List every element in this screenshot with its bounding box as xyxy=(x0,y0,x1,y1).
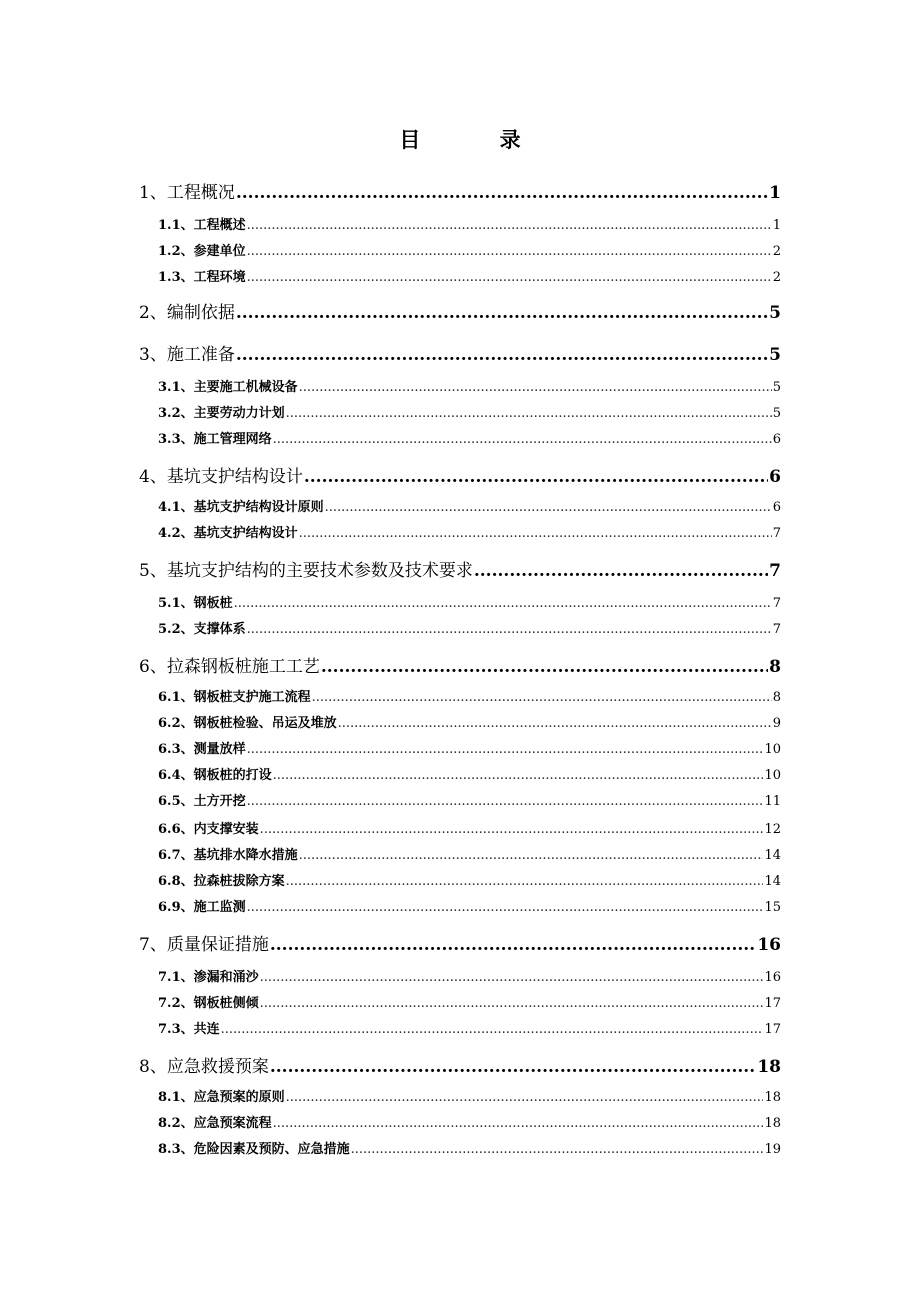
dot-leader xyxy=(270,1057,757,1077)
toc-entry-page-number: 14 xyxy=(764,848,781,863)
toc-entry-label: 8、应急救援预案 xyxy=(139,1057,269,1077)
dot-leader xyxy=(247,244,772,259)
dot-leader xyxy=(234,596,772,611)
dot-leader xyxy=(273,1116,764,1131)
toc-entry-label: 6、拉森钢板桩施工工艺 xyxy=(139,657,320,677)
dot-leader xyxy=(312,690,772,705)
toc-section-entry[interactable] xyxy=(158,818,781,837)
toc-section-entry[interactable] xyxy=(158,214,781,233)
toc-section-entry[interactable] xyxy=(158,844,781,863)
toc-section-entry[interactable] xyxy=(158,870,781,889)
toc-chapter-entry[interactable] xyxy=(139,556,781,581)
toc-section-entry[interactable] xyxy=(158,790,781,809)
toc-section-entry[interactable] xyxy=(158,266,781,285)
dot-leader xyxy=(236,303,768,323)
toc-entry-page-number: 10 xyxy=(764,742,781,757)
toc-section-entry[interactable] xyxy=(158,686,781,705)
toc-entry-label: 4.2、基坑支护结构设计 xyxy=(158,526,298,541)
toc-section-entry[interactable] xyxy=(158,738,781,757)
toc-entry-label: 6.2、钢板桩检验、吊运及堆放 xyxy=(158,716,337,731)
toc-section-entry[interactable] xyxy=(158,618,781,637)
toc-entry-page-number: 5 xyxy=(772,380,781,395)
toc-entry-page-number: 5 xyxy=(772,406,781,421)
toc-entry-label: 7.3、共连 xyxy=(158,1022,220,1037)
toc-entry-page-number: 8 xyxy=(769,657,781,677)
toc-chapter-entry[interactable] xyxy=(139,652,781,677)
toc-section-entry[interactable] xyxy=(158,1138,781,1157)
toc-entry-label: 5、基坑支护结构的主要技术参数及技术要求 xyxy=(139,561,473,581)
toc-entry-label: 3、施工准备 xyxy=(139,345,235,365)
toc-entry-page-number: 9 xyxy=(772,716,781,731)
toc-entry-label: 6.5、土方开挖 xyxy=(158,794,246,809)
toc-section-entry[interactable] xyxy=(158,376,781,395)
dot-leader xyxy=(299,848,764,863)
toc-entry-page-number: 18 xyxy=(764,1116,781,1131)
toc-entry-page-number: 18 xyxy=(764,1090,781,1105)
toc-section-entry[interactable] xyxy=(158,1086,781,1105)
toc-section-entry[interactable] xyxy=(158,402,781,421)
dot-leader xyxy=(338,716,772,731)
toc-entry-label: 4、基坑支护结构设计 xyxy=(139,467,303,487)
dot-leader xyxy=(321,657,768,677)
dot-leader xyxy=(236,345,768,365)
toc-section-entry[interactable] xyxy=(158,896,781,915)
toc-entry-label: 7、质量保证措施 xyxy=(139,935,269,955)
toc-entry-page-number: 7 xyxy=(772,596,781,611)
toc-chapter-entry[interactable] xyxy=(139,462,781,487)
dot-leader xyxy=(247,218,772,233)
toc-entry-label: 6.9、施工监测 xyxy=(158,900,246,915)
toc-chapter-entry[interactable] xyxy=(139,178,781,203)
toc-entry-label: 1、工程概况 xyxy=(139,183,235,203)
dot-leader xyxy=(286,406,772,421)
toc-entry-label: 5.1、钢板桩 xyxy=(158,596,233,611)
dot-leader xyxy=(247,900,764,915)
toc-section-entry[interactable] xyxy=(158,592,781,611)
toc-entry-page-number: 16 xyxy=(764,970,781,985)
toc-section-entry[interactable] xyxy=(158,764,781,783)
toc-chapter-entry[interactable] xyxy=(139,298,781,323)
toc-entry-page-number: 12 xyxy=(764,822,781,837)
dot-leader xyxy=(304,467,768,487)
toc-entry-page-number: 19 xyxy=(764,1142,781,1157)
toc-entry-page-number: 17 xyxy=(764,1022,781,1037)
toc-entry-page-number: 8 xyxy=(772,690,781,705)
toc-section-entry[interactable] xyxy=(158,992,781,1011)
dot-leader xyxy=(299,380,772,395)
dot-leader xyxy=(221,1022,764,1037)
toc-entry-label: 8.3、危险因素及预防、应急措施 xyxy=(158,1142,350,1157)
toc-entry-label: 6.7、基坑排水降水措施 xyxy=(158,848,298,863)
toc-chapter-entry[interactable] xyxy=(139,340,781,365)
toc-entry-page-number: 5 xyxy=(769,303,781,323)
toc-entry-page-number: 7 xyxy=(772,526,781,541)
toc-section-entry[interactable] xyxy=(158,496,781,515)
toc-section-entry[interactable] xyxy=(158,428,781,447)
toc-entry-page-number: 15 xyxy=(764,900,781,915)
dot-leader xyxy=(286,1090,764,1105)
dot-leader xyxy=(286,874,764,889)
toc-entry-page-number: 10 xyxy=(764,768,781,783)
toc-entry-label: 6.4、钢板桩的打设 xyxy=(158,768,272,783)
toc-entry-label: 2、编制依据 xyxy=(139,303,235,323)
toc-entry-page-number: 1 xyxy=(769,183,781,203)
toc-title: 目 录 xyxy=(399,127,557,152)
toc-section-entry[interactable] xyxy=(158,966,781,985)
dot-leader xyxy=(351,1142,764,1157)
dot-leader xyxy=(270,935,757,955)
toc-entry-page-number: 11 xyxy=(764,794,781,809)
toc-section-entry[interactable] xyxy=(158,1018,781,1037)
toc-entry-label: 7.2、钢板桩侧倾 xyxy=(158,996,259,1011)
toc-entry-page-number: 16 xyxy=(757,935,781,955)
toc-section-entry[interactable] xyxy=(158,1112,781,1131)
dot-leader xyxy=(260,996,764,1011)
toc-entry-page-number: 17 xyxy=(764,996,781,1011)
dot-leader xyxy=(260,970,764,985)
dot-leader xyxy=(325,500,772,515)
dot-leader xyxy=(273,432,772,447)
dot-leader xyxy=(247,794,764,809)
toc-entry-label: 3.1、主要施工机械设备 xyxy=(158,380,298,395)
dot-leader xyxy=(247,270,772,285)
toc-entry-label: 7.1、渗漏和涌沙 xyxy=(158,970,259,985)
toc-entry-page-number: 6 xyxy=(769,467,781,487)
toc-entry-page-number: 5 xyxy=(769,345,781,365)
toc-entry-label: 1.3、工程环境 xyxy=(158,270,246,285)
toc-entry-label: 3.3、施工管理网络 xyxy=(158,432,272,447)
toc-entry-label: 6.1、钢板桩支护施工流程 xyxy=(158,690,311,705)
toc-entry-label: 4.1、基坑支护结构设计原则 xyxy=(158,500,324,515)
toc-entry-page-number: 7 xyxy=(769,561,781,581)
toc-chapter-entry[interactable] xyxy=(139,930,781,955)
toc-entry-page-number: 1 xyxy=(772,218,781,233)
toc-chapter-entry[interactable] xyxy=(139,1052,781,1077)
dot-leader xyxy=(273,768,764,783)
toc-entry-label: 8.2、应急预案流程 xyxy=(158,1116,272,1131)
toc-entry-label: 8.1、应急预案的原则 xyxy=(158,1090,285,1105)
toc-entry-label: 5.2、支撑体系 xyxy=(158,622,246,637)
dot-leader xyxy=(299,526,772,541)
dot-leader xyxy=(260,822,764,837)
dot-leader xyxy=(236,183,768,203)
toc-entry-label: 1.1、工程概述 xyxy=(158,218,246,233)
toc-entry-label: 3.2、主要劳动力计划 xyxy=(158,406,285,421)
toc-entry-label: 1.2、参建单位 xyxy=(158,244,246,259)
toc-entry-page-number: 6 xyxy=(772,432,781,447)
toc-section-entry[interactable] xyxy=(158,240,781,259)
toc-entry-label: 6.3、测量放样 xyxy=(158,742,246,757)
dot-leader xyxy=(247,622,772,637)
toc-section-entry[interactable] xyxy=(158,522,781,541)
toc-entry-page-number: 6 xyxy=(772,500,781,515)
toc-entry-label: 6.6、内支撑安装 xyxy=(158,822,259,837)
dot-leader xyxy=(247,742,764,757)
toc-entry-page-number: 14 xyxy=(764,874,781,889)
toc-section-entry[interactable] xyxy=(158,712,781,731)
toc-entry-page-number: 2 xyxy=(772,244,781,259)
toc-entry-page-number: 2 xyxy=(772,270,781,285)
dot-leader xyxy=(474,561,768,581)
toc-entry-page-number: 7 xyxy=(772,622,781,637)
toc-entry-label: 6.8、拉森桩拔除方案 xyxy=(158,874,285,889)
toc-entry-page-number: 18 xyxy=(757,1057,781,1077)
